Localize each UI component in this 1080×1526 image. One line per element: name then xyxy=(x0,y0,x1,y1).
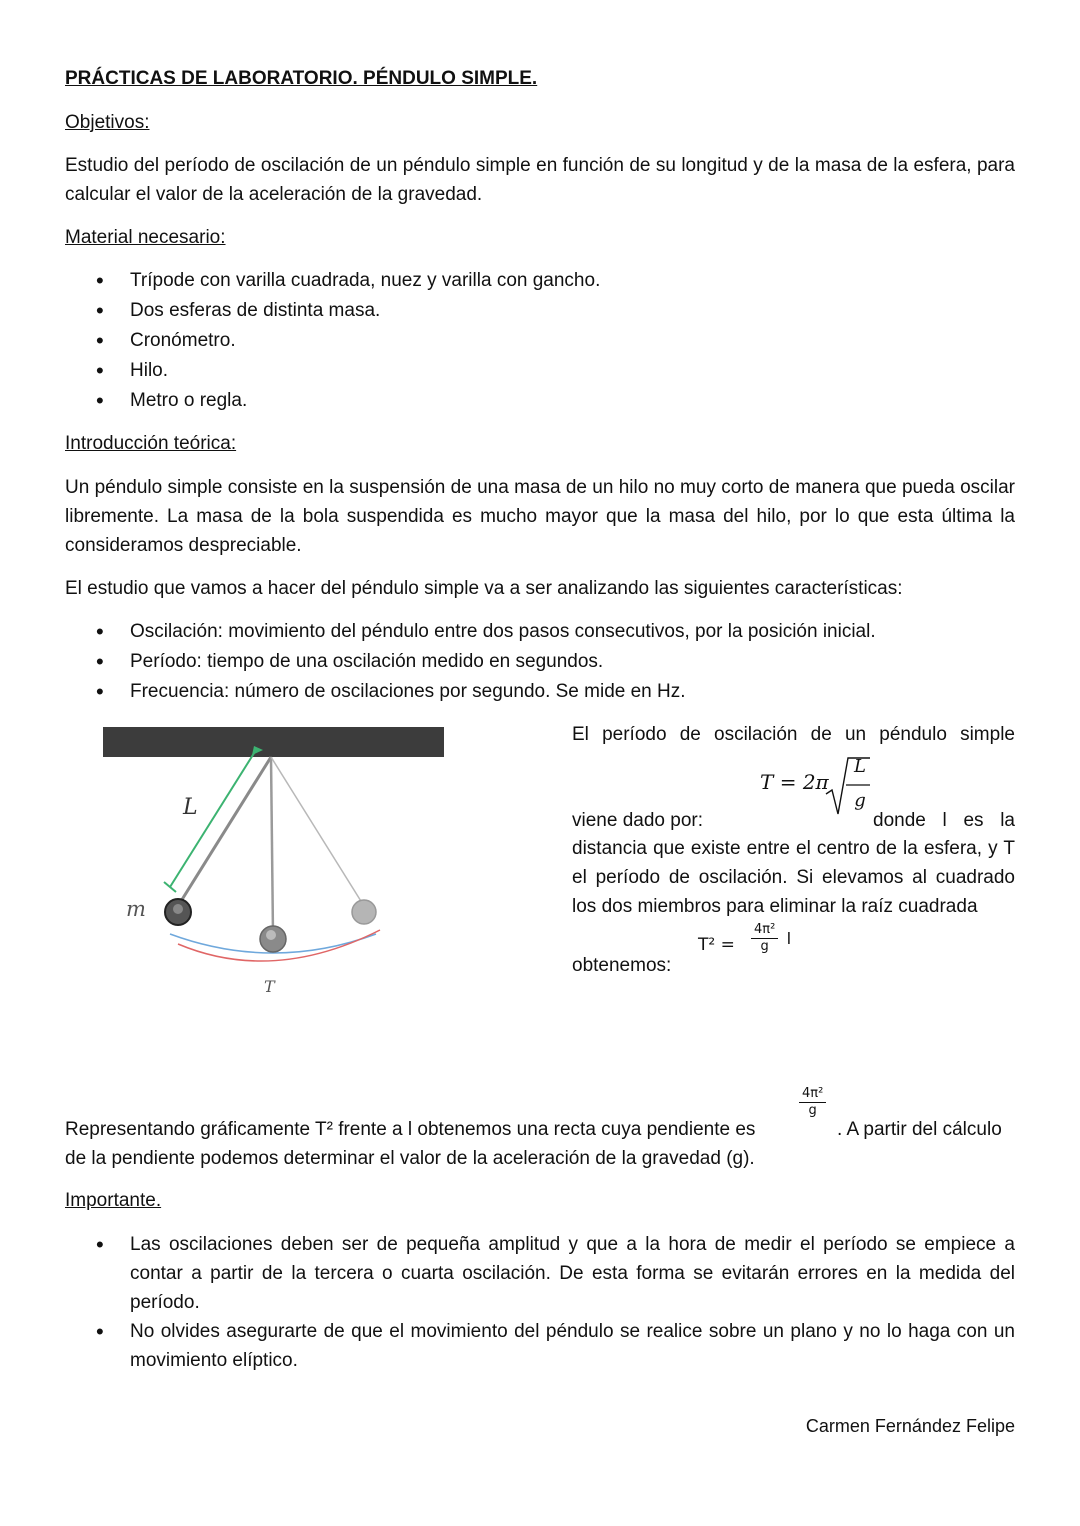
representando-after: . A partir del cálculo xyxy=(837,1119,1002,1140)
sphere-right xyxy=(352,900,376,924)
string-center xyxy=(271,757,273,935)
objetivos-text: Estudio del período de oscilación de un péndulo simple en función de su longitud y de la masa de la esfera, para calcular el valor de la aceleración de la gravedad. xyxy=(65,155,1015,205)
formula-rest: distancia que existe entre el centro de la esfera, y T el período de oscilación. Si elevamos al cuadrado los dos miembros para eliminar la raíz cuadrada xyxy=(572,838,1015,917)
list-item: • Trípode con varilla cuadrada, nuez y varilla con gancho. xyxy=(65,266,1015,296)
string-left xyxy=(178,757,271,906)
list-item: • Hilo. xyxy=(65,356,1015,386)
list-item: • Frecuencia: número de oscilaciones por segundo. Se mide en Hz. xyxy=(65,677,1015,707)
eq2-tail: l xyxy=(787,929,791,948)
material-heading: Material necesario: xyxy=(65,227,226,248)
list-item: • Las oscilaciones deben ser de pequeña amplitud y que a la hora de medir el período se empiece a contar a partir de la tercera o cuarta oscilación. De esta forma se evitarán errores en la medida del período. xyxy=(65,1230,1015,1317)
introduccion-p2: El estudio que vamos a hacer del péndulo simple va a ser analizando las siguientes características: xyxy=(65,578,903,599)
support-bar xyxy=(103,727,444,757)
slope-num: 4π² xyxy=(799,1086,826,1103)
eq1-lhs: T = 2π xyxy=(760,770,829,794)
author-signature: Carmen Fernández Felipe xyxy=(805,1416,1015,1436)
formula-line1: El período de oscilación de un péndulo simple xyxy=(572,724,1015,745)
document-title: PRÁCTICAS DE LABORATORIO. PÉNDULO SIMPLE. xyxy=(65,68,538,89)
importante-heading: Importante. xyxy=(65,1190,162,1211)
importante-list xyxy=(65,1230,1015,1375)
introduccion-p1: Un péndulo simple consiste en la suspensión de una masa de un hilo no muy corto de manera que pueda oscilar libremente. La masa de la bola suspendida es mucho mayor que la masa del hilo, por lo que esta última la consideramos despreciable. xyxy=(65,477,1015,556)
slope-fraction xyxy=(799,1086,826,1119)
eq2-den: g xyxy=(760,939,769,954)
formula-viene: viene dado por: xyxy=(572,810,703,831)
label-m: m xyxy=(126,897,146,921)
list-item: • Cronómetro. xyxy=(65,326,1015,356)
string-right xyxy=(271,757,364,906)
list-item: • Período: tiempo de una oscilación medido en segundos. xyxy=(65,647,1015,677)
list-item: • No olvides asegurarte de que el movimiento del péndulo se realice sobre un plano y no lo haga con un movimiento elíptico. xyxy=(65,1317,1015,1375)
eq2-lhs: T² = xyxy=(698,935,735,955)
introduccion-heading: Introducción teórica: xyxy=(65,433,237,454)
caracteristicas-list xyxy=(65,617,1015,707)
eq2-fraction xyxy=(751,922,778,955)
eq1-num: L xyxy=(854,756,866,777)
formula-donde: donde l es la xyxy=(873,810,1015,831)
list-item: • Oscilación: movimiento del péndulo entre dos pasos consecutivos, por la posición inicial. xyxy=(65,617,1015,647)
eq2-num: 4π² xyxy=(751,922,778,939)
list-item: • Dos esferas de distinta masa. xyxy=(65,296,1015,326)
eq1-den: g xyxy=(854,790,866,811)
slope-den: g xyxy=(808,1103,817,1118)
label-T: T xyxy=(264,977,275,996)
representando-line2: de la pendiente podemos determinar el valor de la aceleración de la gravedad (g). xyxy=(65,1148,755,1169)
material-list xyxy=(65,266,1015,416)
label-L: L xyxy=(183,795,198,820)
list-item: • Metro o regla. xyxy=(65,386,1015,416)
pendulum-diagram xyxy=(98,722,448,1002)
representando-before: Representando gráficamente T² frente a l obtenemos una recta cuya pendiente es xyxy=(65,1119,756,1140)
objetivos-heading: Objetivos: xyxy=(65,112,150,133)
formula-obtenemos: obtenemos: xyxy=(572,955,672,976)
